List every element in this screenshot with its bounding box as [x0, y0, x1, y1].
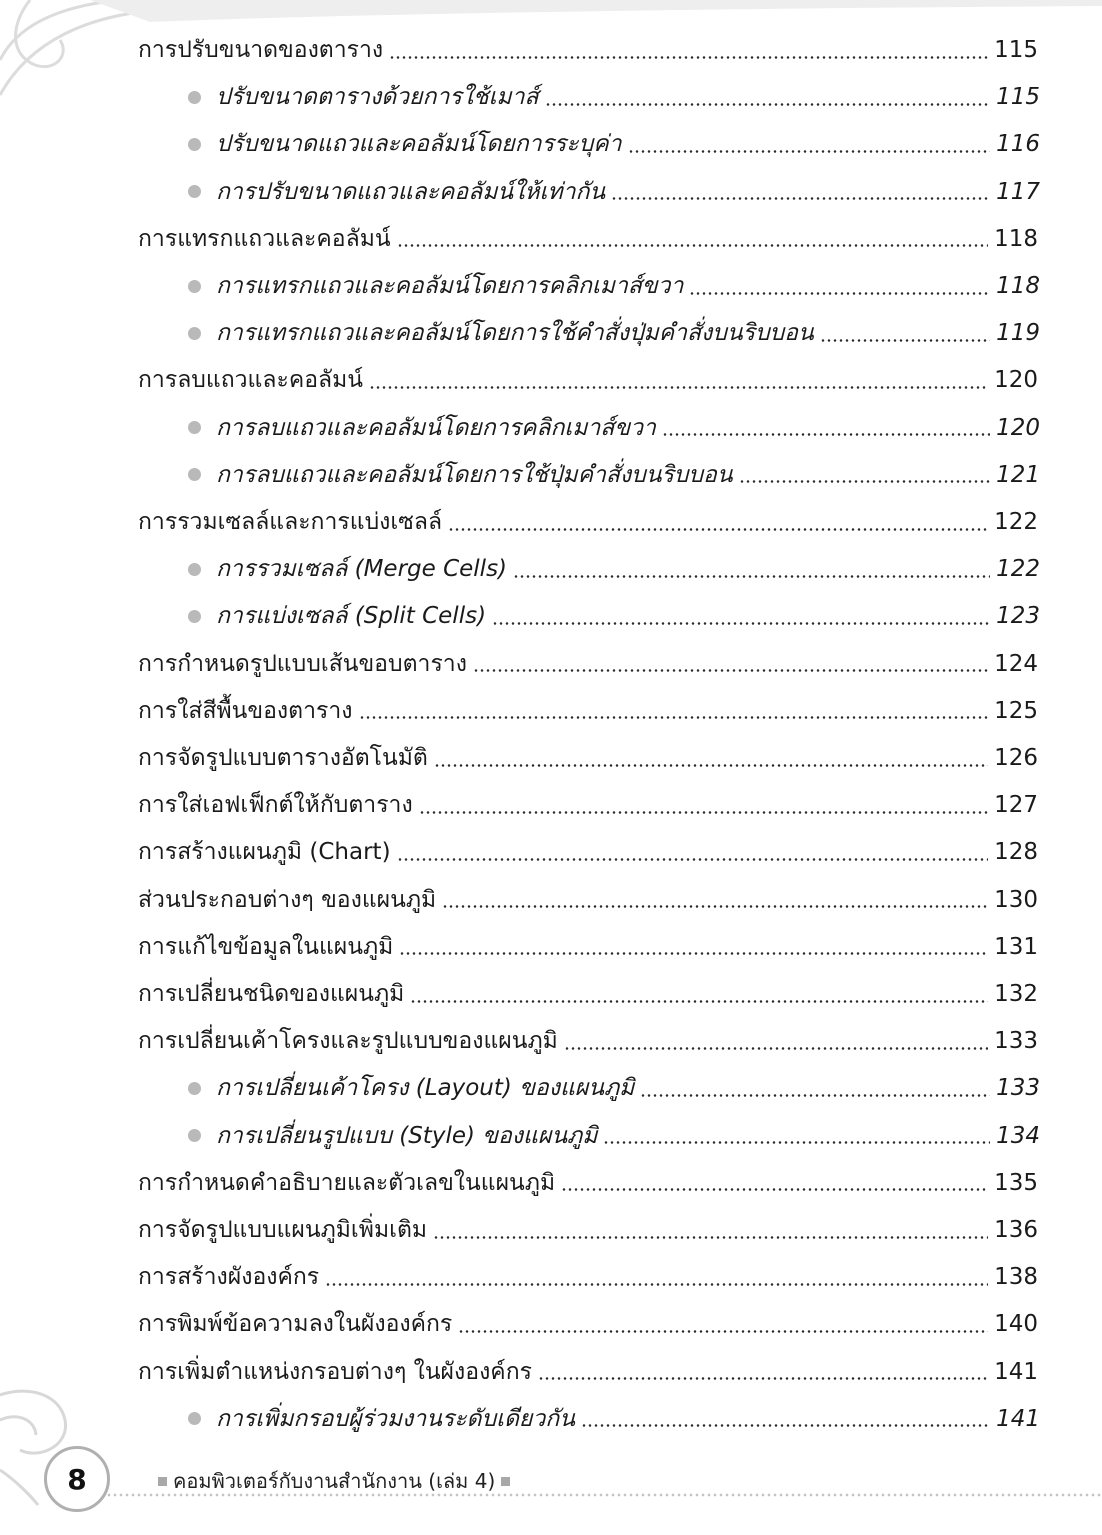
dot-leader — [581, 1424, 990, 1427]
toc-subentry — [188, 1068, 1040, 1108]
toc-entry-page: 135 — [994, 1169, 1038, 1196]
dot-leader — [399, 952, 988, 955]
toc-subentry — [188, 266, 1040, 306]
toc-entry-title: การปรับขนาดแถวและคอลัมน์ให้เท่ากัน — [216, 178, 606, 205]
book-title: คอมพิวเตอร์กับงานสำนักงาน (เล่ม 4) — [173, 1469, 496, 1493]
dot-leader — [561, 1188, 988, 1191]
dot-leader — [473, 669, 988, 672]
toc-entry-page: 130 — [994, 886, 1038, 913]
bullet-icon — [188, 421, 201, 434]
dot-leader — [603, 1141, 990, 1144]
toc-entry-page: 131 — [994, 933, 1038, 960]
toc-entry-title: การใส่สีพื้นของตาราง — [138, 697, 353, 724]
toc-entry — [138, 1304, 1038, 1344]
toc-entry-page: 122 — [994, 509, 1038, 535]
dot-leader — [419, 811, 988, 814]
running-footer — [152, 1466, 516, 1496]
bullet-icon — [188, 138, 201, 151]
toc-entry-title: การแทรกแถวและคอลัมน์ — [138, 225, 391, 252]
toc-entry-page: 116 — [996, 131, 1040, 158]
toc-subentry — [188, 1116, 1040, 1156]
toc-entry-title: การกำหนดคำอธิบายและตัวเลขในแผนภูมิ — [138, 1169, 556, 1196]
toc-entry — [138, 219, 1038, 259]
toc-entry-title: การรวมเซลล์และการแบ่งเซลล์ — [138, 509, 443, 535]
toc-entry-page: 132 — [994, 981, 1038, 1007]
toc-entry — [138, 691, 1038, 731]
bullet-icon — [188, 280, 201, 293]
toc-entry-title: การแบ่งเซลล์ (Split Cells) — [216, 603, 487, 630]
toc-entry-page: 115 — [996, 84, 1040, 111]
toc-entry-title: การสร้างแผนภูมิ (Chart) — [138, 839, 391, 866]
toc-entry-page: 120 — [996, 414, 1040, 441]
toc-entry-page: 123 — [996, 603, 1040, 630]
page-number: 8 — [67, 1462, 87, 1496]
toc-entry-page: 128 — [994, 839, 1038, 866]
toc-entry-page: 141 — [996, 1405, 1040, 1432]
dot-leader — [628, 150, 991, 153]
dot-leader — [538, 1377, 988, 1380]
bullet-icon — [188, 1412, 201, 1425]
toc-entry — [138, 1257, 1038, 1297]
toc-entry-title: การกำหนดรูปแบบเส้นขอบตาราง — [138, 650, 467, 677]
toc-entry-page: 133 — [996, 1075, 1040, 1102]
square-bullet-icon — [501, 1477, 510, 1486]
toc-entry — [138, 1163, 1038, 1203]
dot-leader — [397, 858, 989, 861]
toc-entry-page: 136 — [994, 1217, 1038, 1243]
dot-leader — [325, 1283, 988, 1286]
toc-entry-page: 118 — [996, 273, 1040, 299]
toc-entry-title: การจัดรูปแบบแผนภูมิเพิ่มเติม — [138, 1217, 428, 1243]
dot-leader — [458, 1330, 988, 1333]
toc-subentry — [188, 124, 1040, 164]
dot-leader — [640, 1094, 990, 1097]
toc-entry-page: 118 — [994, 225, 1038, 252]
toc-entry-page: 120 — [994, 367, 1038, 394]
toc-entry-page: 125 — [994, 697, 1038, 724]
toc-entry-title: การสร้างผังองค์กร — [138, 1264, 320, 1291]
dot-leader — [434, 764, 988, 767]
square-bullet-icon — [158, 1477, 167, 1486]
dot-leader — [448, 528, 988, 531]
toc-subentry — [188, 408, 1040, 448]
dot-leader — [662, 433, 990, 436]
toc-entry — [138, 785, 1038, 825]
toc-entry-page: 121 — [996, 461, 1040, 488]
toc-entry-title: การปรับขนาดของตาราง — [138, 37, 384, 63]
toc-entry-page: 122 — [996, 556, 1040, 583]
toc-subentry — [188, 172, 1040, 212]
toc-entry-title: ส่วนประกอบต่างๆ ของแผนภูมิ — [138, 886, 437, 913]
toc-entry — [138, 1021, 1038, 1061]
toc-entry-title: การจัดรูปแบบตารางอัตโนมัติ — [138, 745, 428, 771]
dot-leader — [433, 1236, 988, 1239]
toc-entry — [138, 738, 1038, 778]
bullet-icon — [188, 1082, 201, 1095]
toc-entry-page: 141 — [994, 1358, 1038, 1385]
toc-entry-page: 127 — [994, 792, 1038, 819]
dot-leader — [410, 1000, 988, 1003]
toc-entry — [138, 30, 1038, 70]
toc-entry-page: 133 — [994, 1028, 1038, 1055]
toc-entry — [138, 1352, 1038, 1392]
bullet-icon — [188, 1129, 201, 1142]
toc-subentry — [188, 77, 1040, 117]
toc-entry-page: 124 — [994, 650, 1038, 677]
page-number-badge — [44, 1446, 110, 1512]
toc-entry-page: 119 — [996, 320, 1040, 347]
toc-entry-title: ปรับขนาดตารางด้วยการใช้เมาส์ — [216, 84, 539, 111]
toc-entry-page: 134 — [996, 1122, 1040, 1149]
bullet-icon — [188, 610, 201, 623]
toc-entry-title: การเปลี่ยนเค้าโครง (Layout) ของแผนภูมิ — [216, 1075, 635, 1102]
toc-entry-page: 140 — [994, 1311, 1038, 1338]
footer-dotted-rule — [106, 1493, 1102, 1497]
toc-entry — [138, 974, 1038, 1014]
bullet-icon — [188, 185, 201, 198]
toc-entry-title: การลบแถวและคอลัมน์โดยการคลิกเมาส์ขวา — [216, 414, 656, 441]
toc-entry — [138, 927, 1038, 967]
bullet-icon — [188, 468, 201, 481]
bullet-icon — [188, 327, 201, 340]
toc-entry-title: การเปลี่ยนชนิดของแผนภูมิ — [138, 981, 405, 1007]
toc-entry-title: การเปลี่ยนเค้าโครงและรูปแบบของแผนภูมิ — [138, 1028, 558, 1055]
toc-subentry — [188, 313, 1040, 353]
toc-subentry — [188, 549, 1040, 589]
dot-leader — [545, 103, 991, 106]
toc-entry-page: 117 — [996, 178, 1040, 205]
toc-entry-title: การลบแถวและคอลัมน์ — [138, 367, 364, 394]
toc-entry-title: การเพิ่มกรอบผู้ร่วมงานระดับเดียวกัน — [216, 1405, 575, 1432]
toc-entry-title: ปรับขนาดแถวและคอลัมน์โดยการระบุค่า — [216, 131, 622, 158]
dot-leader — [689, 292, 990, 295]
toc-entry — [138, 832, 1038, 872]
toc-entry-title: การแทรกแถวและคอลัมน์โดยการคลิกเมาส์ขวา — [216, 273, 684, 299]
toc-entry — [138, 502, 1038, 542]
toc-entry-title: การแทรกแถวและคอลัมน์โดยการใช้คำสั่งปุ่มคำสั่งบนริบบอน — [216, 320, 814, 347]
toc-subentry — [188, 455, 1040, 495]
dot-leader — [564, 1047, 988, 1050]
toc-entry — [138, 1210, 1038, 1250]
toc-entry-page: 115 — [994, 37, 1038, 63]
toc-entry-page: 138 — [994, 1264, 1038, 1291]
dot-leader — [513, 575, 990, 578]
toc-entry-title: การรวมเซลล์ (Merge Cells) — [216, 556, 508, 583]
dot-leader — [442, 905, 988, 908]
toc-entry-title: การแก้ไขข้อมูลในแผนภูมิ — [138, 933, 394, 960]
bullet-icon — [188, 91, 201, 104]
dot-leader — [820, 339, 990, 342]
dot-leader — [739, 480, 991, 483]
dot-leader — [397, 244, 989, 247]
toc-entry — [138, 360, 1038, 400]
toc-entry-page: 126 — [994, 745, 1038, 771]
dot-leader — [611, 197, 990, 200]
dot-leader — [369, 386, 988, 389]
toc-entry — [138, 880, 1038, 920]
dot-leader — [359, 716, 989, 719]
toc-subentry — [188, 1399, 1040, 1439]
bullet-icon — [188, 563, 201, 576]
toc-entry — [138, 644, 1038, 684]
toc-entry-title: การใส่เอฟเฟ็กต์ให้กับตาราง — [138, 792, 413, 819]
dot-leader — [389, 56, 988, 59]
dot-leader — [492, 622, 990, 625]
toc-subentry — [188, 596, 1040, 636]
toc-entry-title: การลบแถวและคอลัมน์โดยการใช้ปุ่มคำสั่งบนริบบอน — [216, 461, 733, 488]
toc-entry-title: การเพิ่มตำแหน่งกรอบต่างๆ ในผังองค์กร — [138, 1358, 532, 1385]
toc-entry-title: การเปลี่ยนรูปแบบ (Style) ของแผนภูมิ — [216, 1122, 598, 1149]
top-band — [90, 0, 1102, 22]
toc-entry-title: การพิมพ์ข้อความลงในผังองค์กร — [138, 1311, 453, 1338]
